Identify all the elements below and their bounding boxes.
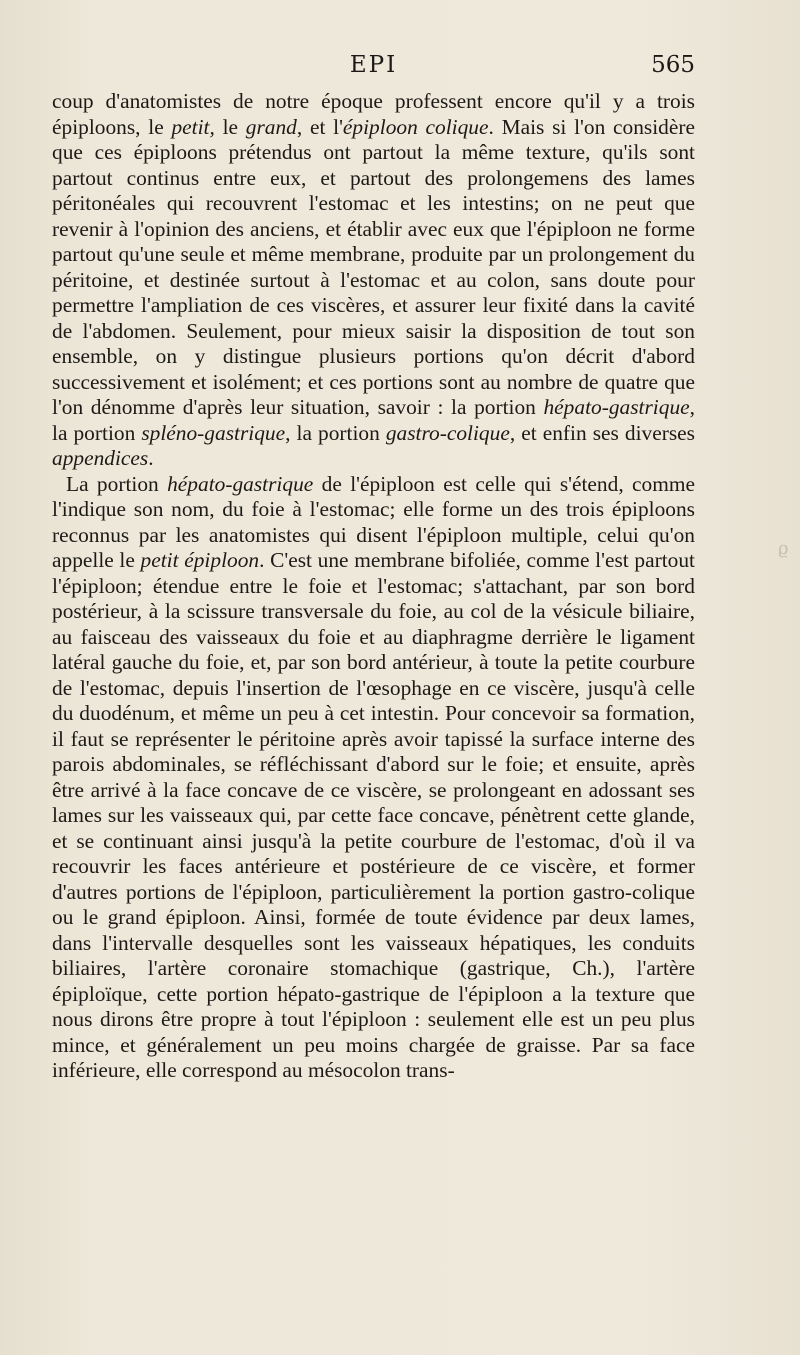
text-run: de l'épiploon est celle qui s'étend, comme l'indique son nom, du foie à l'estomac; elle forme un des trois épiploons reconnus par les anatomistes qui disent l'épiploon multiple, celui qu'on appelle le [52,471,695,572]
body-text [52,89,695,1084]
running-title: EPI [349,52,398,78]
text-run: coup d'anatomistes de notre époque professent encore qu'il y a trois épiploons, le [52,89,695,139]
text-run: , et l' [296,114,343,139]
italic-term: spléno-gastrique [141,420,286,445]
text-run: . Mais si l'on considère que ces épiploons prétendus ont partout la même texture, qu'ils sont partout continus entre eux, et partout des prolongemens des lames péritonéales qui recouvrent l'estomac et les intestins; on ne peut que revenir à l'opinion des anciens, et établir avec eux que l'épiploon ne forme partout qu'une seule et même membrane, produite par un prolongement du péritoine, et destinée surtout à l'estomac et au colon, sans doute pour permettre l'ampliation de ces viscères, et assurer leur fixité dans la cavité de l'abdomen. Seulement, pour mieux saisir la disposition de tout son ensemble, on y distingue plusieurs portions qu'on décrit d'abord successivement et isolément; et ces portions sont au nombre de quatre que l'on dénomme d'après leur situation, savoir : la portion [52,114,695,419]
text-run: La portion [66,471,168,496]
text-run: . [148,446,154,470]
margin-mark: ϱ [778,538,789,559]
text-run: , la portion [285,420,386,445]
italic-term: appendices [52,446,149,470]
text-run: . C'est une membrane bifoliée, comme l'est partout l'épiploon; étendue entre le foie et l'estomac; s'attachant, par son bord postérieur, à la scissure transversale du foie, au col de la vésicule biliaire, au faisceau des vaisseaux du foie et au diaphragme derrière le ligament latéral gauche du foie, et, par son bord antérieur, à toute la petite courbure de l'estomac, depuis l'insertion de l'œsophage en ce viscère, jusqu'à celle du duodénum, et même un peu à cet intestin. Pour concevoir sa formation, il faut se représenter le péritoine après avoir tapissé la surface interne des parois abdominales, se réfléchissant d'abord sur le foie; et ensuite, après être arrivé à la face concave de ce viscère, se prolongeant en adossant ses lames sur les vaisseaux qui, par cette face concave, pénètrent cette glande, et se continuant ainsi jusqu'à la petite courbure de l'estomac, d'où il va recouvrir les faces antérieure et postérieure de ce viscère, et former d'autres portions de l'épiploon, particulièrement la portion gastro-colique ou le grand épiploon. Ainsi, formée de toute évidence par deux lames, dans l'intervalle desquelles sont les vaisseaux hépatiques, les conduits biliaires, l'artère coronaire stomachique (gastrique, Ch.), l'artère épiploïque, cette portion hépato-gastrique de l'épiploon a la texture que nous dirons être propre à tout l'épiploon : seulement elle est un peu plus mince, et généralement un peu moins chargée de graisse. Par sa face inférieure, elle correspond au mésocolon trans- [52,548,695,1082]
text-run: , et enfin ses diverses [509,420,695,445]
italic-term: hépato-gastrique [543,395,690,419]
paragraph [52,472,695,1084]
italic-term: hépato-gastrique [167,471,314,496]
page-number: 565 [651,52,695,78]
running-head [52,52,695,88]
italic-term: petit, [171,114,215,139]
paragraph [52,89,695,472]
italic-term: grand [245,114,297,139]
italic-term: gastro-colique [385,420,510,445]
italic-term: épiploon colique [342,114,489,139]
italic-term: petit épiploon [140,548,260,572]
text-run: , la portion [52,395,695,445]
text-run: le [214,114,246,139]
